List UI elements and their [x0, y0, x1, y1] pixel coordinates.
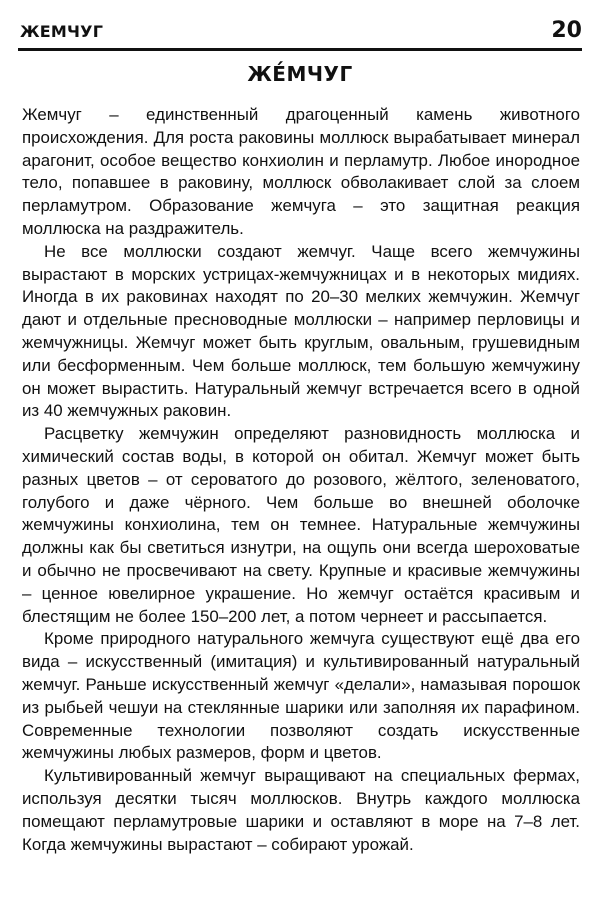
page-header [18, 14, 582, 51]
paragraph-2: Не все моллюски создают жемчуг. Чаще всего жемчужины вырастают в морских устрицах-жемчужницах и в некоторых мидиях. Иногда в их раковинах находят по 20–30 мелких жемчужин. Жемчуг дают и отдельные пресноводные моллюски – например перловицы и жемчужницы. Жемчуг может быть круглым, овальным, грушевидным или бесформенным. Чем больше моллюск, тем большую жемчужину он может вырастить. Натуральный жемчуг встречается всего в одной из 40 жемчужных раковин. [22, 241, 580, 421]
page-number: 20 [551, 18, 582, 43]
running-title: ЖЕМЧУГ [20, 22, 104, 41]
paragraph-4: Кроме природного натурального жемчуга существуют ещё два его вида – искусственный (имитация) и культивированный натуральный жемчуг. Раньше искусственный жемчуг «делали», намазывая порошок из рыбьей чешуи на стеклянные шарики или заполняя их парафином. Современные технологии позволяют создать искусственные жемчужины любых размеров, форм и цветов. [22, 629, 580, 763]
paragraph-5: Культивированный жемчуг выращивают на специальных фермах, используя десятки тысяч моллюсков. Внутрь каждого моллюска помещают перламутровые шарики и оставляют в море на 7–8 лет. Когда жемчужины вырастают – собирают урожай. [22, 766, 580, 854]
paragraph-1: Жемчуг – единственный драгоценный камень животного происхождения. Для роста раковины моллюск вырабатывает минерал арагонит, особое вещество конхиолин и перламутр. Любое инородное тело, попавшее в раковину, моллюск обволакивает слой за слоем перламутром. Образование жемчуга – это защитная реакция моллюска на раздражитель. [22, 105, 580, 238]
article-title: ЖЕ́МЧУГ [247, 62, 353, 86]
paragraph-3: Расцветку жемчужин определяют разновидность моллюска и химический состав воды, в которой он обитал. Жемчуг может быть разных цветов – от сероватого до розового, жёлтого, зеленоватого, голубого и даже чёрного. Чем больше во внешней оболочке жемчужины конхиолина, тем он темнее. Натуральные жемчужины должны как бы светиться изнутри, на ощупь они всегда шероховатые и обычно не просвечивают на свету. Крупные и красивые жемчужины – ценное ювелирное украшение. Но жемчуг остаётся красивым и блестящим не более 150–200 лет, а потом чернеет и рассыпается. [22, 424, 580, 626]
article-body [22, 104, 580, 856]
